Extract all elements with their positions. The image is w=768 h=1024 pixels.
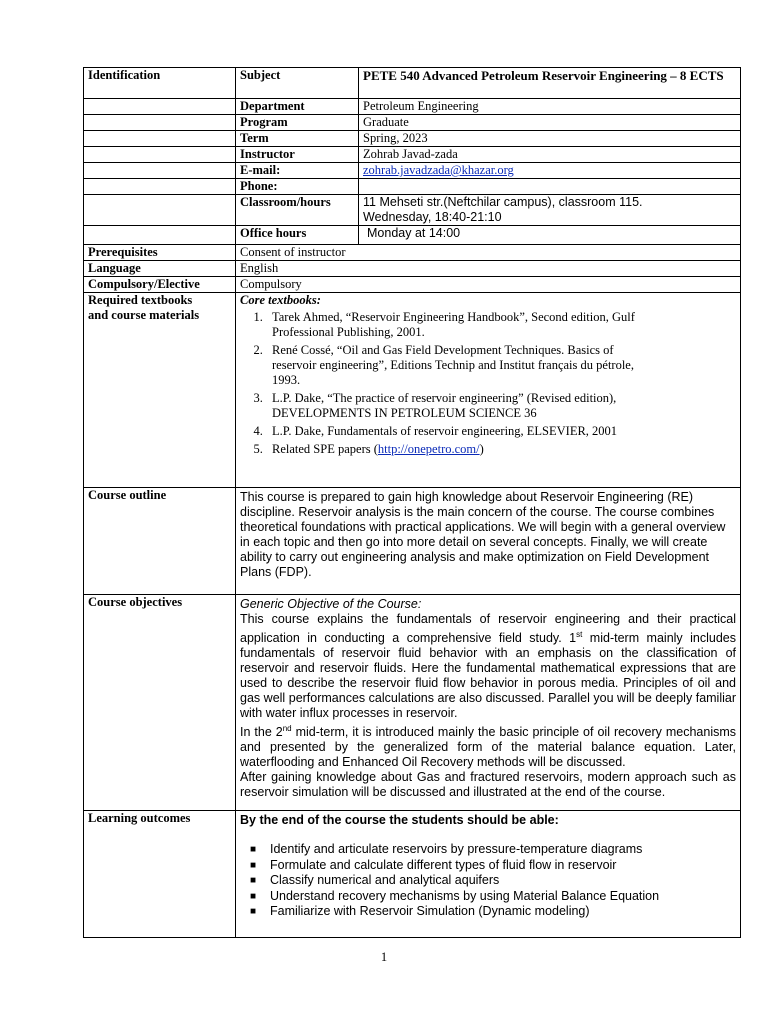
objective-paragraph-2: In the 2nd mid-term, it is introduced mainly the basic principle of oil recovery mechanisms and presented by the generalized form of the material balance equation. Later, waterflooding and Enhanced Oil Recovery methods will be discussed. [240, 724, 737, 770]
compulsory-value: Compulsory [236, 277, 741, 293]
outcome-item: ■ Identify and articulate reservoirs by pressure-temperature diagrams [250, 842, 643, 856]
textbook-item: 2. René Cossé, “Oil and Gas Field Development Techniques. Basics of reservoir engineering”, Editions Technip and Institut français du pétrole, 1993. [266, 343, 636, 388]
identification-cell-blank [84, 163, 236, 179]
office-hours-value: Monday at 14:00 [367, 226, 461, 240]
outcome-list [240, 842, 736, 920]
textbooks-label-line2: and course materials [88, 308, 200, 322]
syllabus-table [83, 67, 741, 938]
classroom-label: Classroom/hours [236, 195, 359, 226]
textbook-item [266, 442, 636, 457]
square-bullet-icon: ■ [250, 906, 257, 917]
identification-cell-blank [84, 115, 236, 131]
onepetro-link[interactable]: http://onepetro.com/ [377, 442, 480, 456]
course-objectives-text [236, 595, 741, 811]
square-bullet-icon: ■ [250, 859, 257, 871]
phone-value [359, 179, 741, 195]
textbooks-label-line1: Required textbooks [88, 293, 193, 307]
spe-suffix: ) [479, 442, 484, 456]
identification-cell-blank [84, 131, 236, 147]
email-link[interactable]: zohrab.javadzada@khazar.org [363, 163, 514, 177]
page-number: 1 [380, 950, 388, 964]
classroom-location: 11 Mehseti str.(Neftchilar campus), classroom 115. [363, 195, 643, 209]
objective-paragraph-3: After gaining knowledge about Gas and fractured reservoirs, modern approach such as reservoir simulation will be discussed and illustrated at the end of the course. [240, 770, 736, 800]
subject-value: PETE 540 Advanced Petroleum Reservoir Engineering – 8 ECTS [359, 68, 741, 99]
spe-prefix: Related SPE papers ( [272, 442, 378, 456]
generic-objective-heading: Generic Objective of the Course: [240, 597, 422, 611]
objective-paragraph-1: This course explains the fundamentals of reservoir engineering and their practical application in conducting a comprehensive field study. 1st mid-term mainly includes fundamentals of reservoir fluid behavior with an emphasis on the classification of reservoir and reservoir fluids. Here the fundamental mathematical expressions that are used to describe the reservoir fluid flow behavior in porous media. Principles of oil and gas well performances calculations are also discussed. Parallel you will be deeply familiar with water influx processes in reservoir. [240, 612, 736, 721]
textbooks-label [84, 293, 236, 488]
identification-cell-blank [84, 147, 236, 163]
prerequisites-label: Prerequisites [84, 245, 236, 261]
email-label: E-mail: [236, 163, 359, 179]
course-outline-paragraph: This course is prepared to gain high knowledge about Reservoir Engineering (RE) discipline. Reservoir analysis is the main concern of the course. The course combines theoretical foundations with practical applications. We will begin with a general overview in each topic and then go into more detail on several concepts. Finally, we will create ability to carry out engineering analysis and make optimization on Field Development Plans (FDP). [240, 490, 726, 579]
textbooks-cell [236, 293, 741, 488]
instructor-label: Instructor [236, 147, 359, 163]
identification-cell-blank [84, 99, 236, 115]
learning-outcomes-label: Learning outcomes [84, 811, 236, 938]
outcome-item: ■ Understand recovery mechanisms by using Material Balance Equation [250, 888, 660, 903]
course-outline-text [236, 488, 741, 595]
learning-outcomes-cell [236, 811, 741, 938]
program-label: Program [236, 115, 359, 131]
outcome-item: ■ Classify numerical and analytical aquifers [250, 873, 500, 887]
identification-cell-blank [84, 195, 236, 226]
language-value: English [236, 261, 741, 277]
course-objectives-label: Course objectives [84, 595, 236, 811]
compulsory-label: Compulsory/Elective [84, 277, 236, 293]
phone-label: Phone: [236, 179, 359, 195]
classroom-time: Wednesday, 18:40-21:10 [363, 210, 502, 224]
classroom-value [359, 195, 741, 226]
textbook-item: 1. Tarek Ahmed, “Reservoir Engineering Handbook”, Second edition, Gulf Professional Publishing, 2001. [266, 310, 636, 340]
department-value: Petroleum Engineering [359, 99, 741, 115]
core-textbooks-heading: Core textbooks: [240, 293, 321, 307]
square-bullet-icon: ■ [250, 844, 257, 855]
square-bullet-icon: ■ [250, 875, 257, 886]
instructor-value: Zohrab Javad-zada [359, 147, 741, 163]
textbook-item: 4. L.P. Dake, Fundamentals of reservoir engineering, ELSEVIER, 2001 [266, 424, 636, 439]
square-bullet-icon: ■ [250, 890, 257, 902]
subject-label: Subject [236, 68, 359, 99]
textbook-item: 3. L.P. Dake, “The practice of reservoir engineering” (Revised edition), DEVELOPMENTS IN PETROLEUM SCIENCE 36 [266, 391, 636, 421]
outcome-item: ■ Formulate and calculate different types of fluid flow in reservoir [250, 857, 617, 872]
program-value: Graduate [359, 115, 741, 131]
course-outline-label: Course outline [84, 488, 236, 595]
prerequisites-value: Consent of instructor [236, 245, 741, 261]
office-hours-label: Office hours [236, 226, 359, 245]
department-label: Department [236, 99, 359, 115]
identification-cell-blank [84, 179, 236, 195]
term-label: Term [236, 131, 359, 147]
language-label: Language [84, 261, 236, 277]
textbook-list [240, 310, 636, 457]
learning-outcomes-intro: By the end of the course the students should be able: [240, 813, 559, 827]
identification-cell-blank [84, 226, 236, 245]
outcome-item: ■ Familiarize with Reservoir Simulation (Dynamic modeling) [250, 904, 590, 918]
identification-label: Identification [84, 68, 236, 99]
term-value: Spring, 2023 [359, 131, 741, 147]
